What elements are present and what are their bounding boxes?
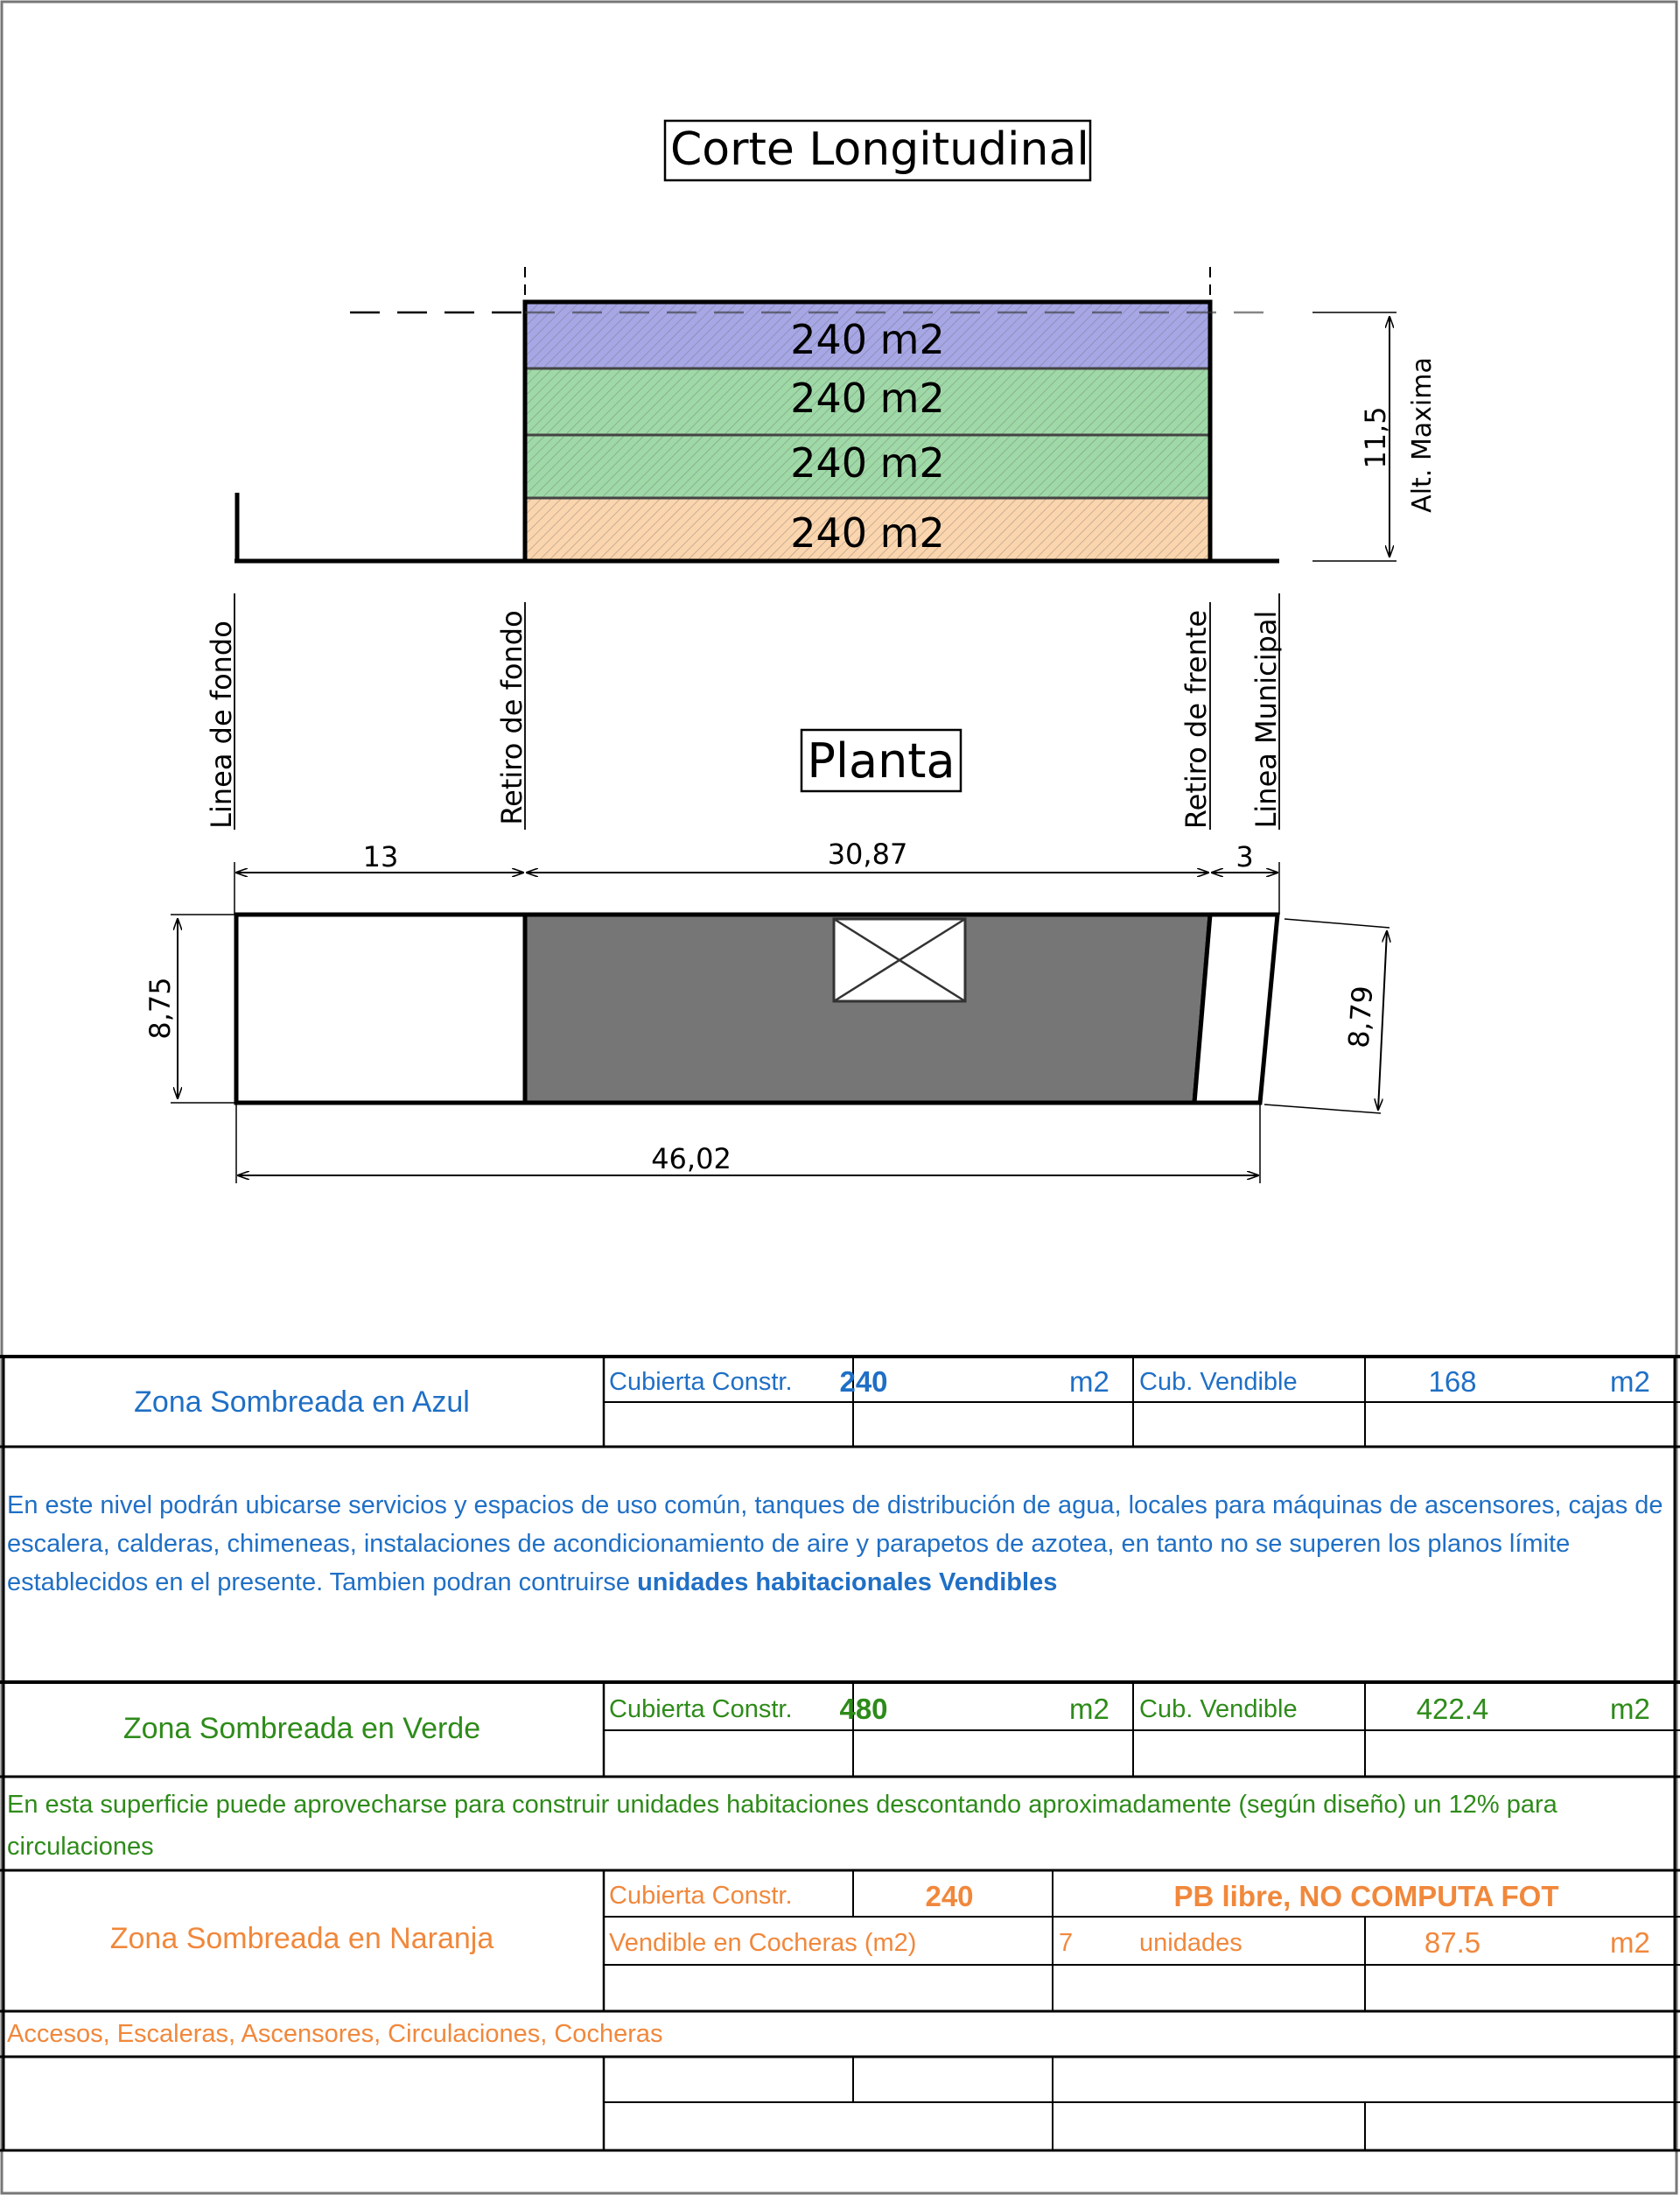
label-linea-municipal: Linea Municipal xyxy=(1250,610,1283,829)
fondo-area xyxy=(236,915,525,1103)
zona-verde-unit-2: m2 xyxy=(1610,1693,1650,1725)
zona-azul-unit-1: m2 xyxy=(1069,1365,1110,1398)
reference-lines xyxy=(234,593,1283,830)
dim-frente: 3 xyxy=(1236,840,1254,873)
height-label: Alt. Maxima xyxy=(1407,357,1438,513)
floor-label-blue: 240 m2 xyxy=(790,316,945,363)
label-linea-fondo: Linea de fondo xyxy=(205,621,238,829)
floor-label-orange: 240 m2 xyxy=(790,509,945,557)
dim-total: 46,02 xyxy=(651,1142,732,1175)
zona-naranja-cocheras-label: Vendible en Cocheras (m2) xyxy=(609,1929,917,1957)
zona-naranja-units-label: unidades xyxy=(1139,1929,1242,1957)
dim-fondo: 13 xyxy=(362,840,399,873)
zona-verde-cubierta-label: Cubierta Constr. xyxy=(609,1695,793,1723)
zona-verde-vendible-label: Cub. Vendible xyxy=(1139,1695,1298,1723)
dim-ancho-izq: 8,75 xyxy=(144,977,177,1040)
zona-naranja-cocheras-units: 7 xyxy=(1059,1929,1074,1957)
floor-label-green-1: 240 m2 xyxy=(790,375,945,422)
zona-naranja-text: Accesos, Escaleras, Ascensores, Circulaciones, Cocheras xyxy=(7,2020,663,2048)
label-retiro-frente: Retiro de frente xyxy=(1180,609,1213,830)
zona-verde-title: Zona Sombreada en Verde xyxy=(122,1712,481,1745)
corte-title: Corte Longitudinal xyxy=(670,123,1089,176)
floor-label-green-2: 240 m2 xyxy=(790,439,945,487)
dim-ancho-der: 8,79 xyxy=(1341,985,1380,1049)
planta-title: Planta xyxy=(807,733,956,789)
frente-area xyxy=(1194,915,1278,1103)
zona-azul-unit-2: m2 xyxy=(1610,1365,1650,1398)
height-value: 11,5 xyxy=(1359,406,1392,469)
planta-section xyxy=(171,862,1390,1183)
zona-naranja-cubierta-label: Cubierta Constr. xyxy=(609,1882,793,1910)
zona-naranja-cubierta-value: 240 xyxy=(925,1880,974,1912)
zona-azul-text-body: En este nivel podrán ubicarse servicios y espacios de uso común, tanques de distribución de agua, locales para máquinas de ascensores, cajas de escalera, calderas, chimeneas, instalaciones de acondicionamiento de aire y parapetos de azotea, en tanto no se superen los planos límite establecidos en el presente. Tambien podran contruirse xyxy=(7,1491,1663,1596)
label-retiro-fondo: Retiro de fondo xyxy=(495,610,528,825)
zona-azul-title: Zona Sombreada en Azul xyxy=(134,1385,470,1419)
zona-verde-text: En esta superficie puede aprovecharse para construir unidades habitaciones descontando aproximadamente (según diseño) un 12% para circulaciones xyxy=(7,1791,1558,1861)
zona-verde-cubierta-value: 480 xyxy=(839,1693,888,1725)
zona-naranja-cocheras-value: 87.5 xyxy=(1424,1926,1481,1959)
dim-medio: 30,87 xyxy=(827,838,908,871)
zona-naranja-title: Zona Sombreada en Naranja xyxy=(109,1922,494,1955)
zona-verde-vendible-value: 422.4 xyxy=(1416,1693,1489,1725)
zona-azul-cubierta-label: Cubierta Constr. xyxy=(609,1368,793,1396)
zona-verde-unit-1: m2 xyxy=(1069,1693,1110,1725)
zona-azul-text xyxy=(7,1486,1670,1602)
zona-azul-text-bold: unidades habitacionales Vendibles xyxy=(637,1568,1058,1596)
zona-naranja-note: PB libre, NO COMPUTA FOT xyxy=(1173,1880,1559,1912)
zona-naranja-unit: m2 xyxy=(1610,1926,1650,1959)
zona-azul-cubierta-value: 240 xyxy=(839,1365,888,1398)
zona-azul-vendible-value: 168 xyxy=(1428,1365,1477,1398)
zona-azul-vendible-label: Cub. Vendible xyxy=(1139,1368,1298,1396)
